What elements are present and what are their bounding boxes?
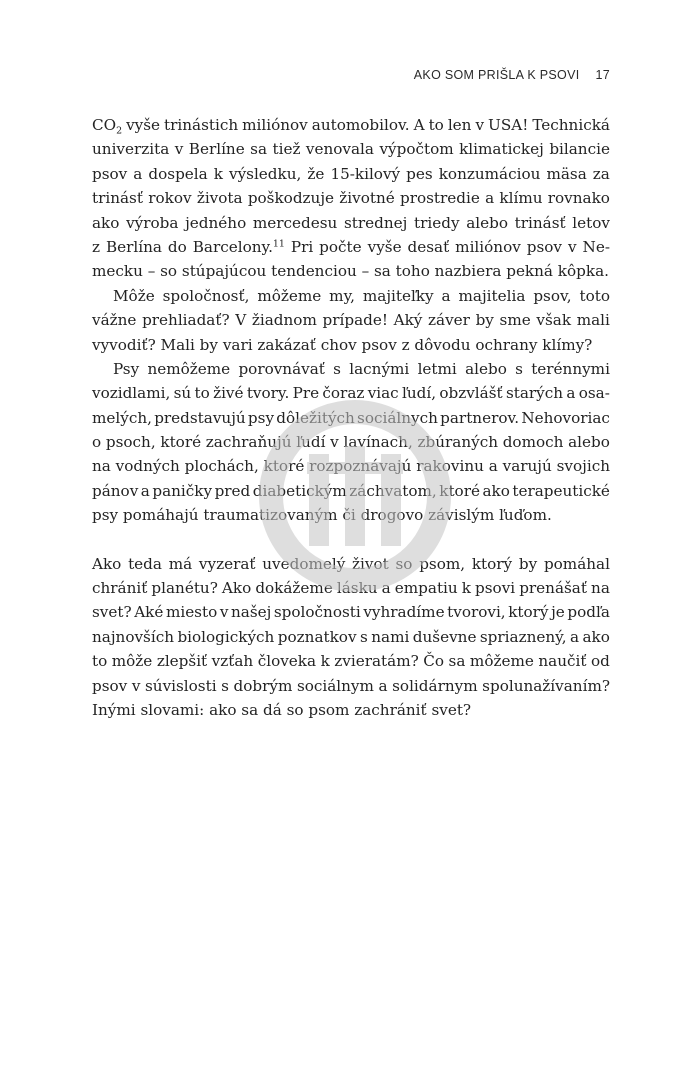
word: mercedesu	[252, 213, 338, 232]
word: v	[219, 603, 229, 622]
word: konzumáciou	[438, 164, 541, 183]
word: naučiť	[538, 652, 587, 671]
word: psov,	[533, 286, 572, 305]
word: svojich	[556, 457, 610, 476]
word	[106, 235, 162, 259]
word: súvislosti	[145, 676, 217, 695]
text-line	[92, 333, 610, 357]
word: starých	[505, 384, 564, 403]
word: chrániť	[92, 579, 148, 598]
word: nami	[371, 627, 410, 646]
word: v	[330, 433, 339, 452]
word: vozidlami,	[92, 384, 171, 403]
word: záchvatom,	[349, 481, 437, 500]
word: je	[551, 603, 565, 622]
word: pánov	[92, 481, 139, 500]
word: Aké	[134, 603, 164, 622]
paragraph	[92, 113, 610, 284]
word: majiteľky	[362, 286, 434, 305]
word: a	[488, 457, 498, 476]
word: spoločnosti	[273, 603, 361, 622]
word: melých,	[92, 408, 152, 427]
word: že	[307, 164, 325, 183]
word: vyhradíme	[363, 603, 445, 622]
word: Berlíne	[188, 140, 245, 159]
word: rokov	[148, 189, 192, 208]
word-text: len	[447, 116, 472, 134]
word: mäsa	[546, 164, 587, 183]
word-text: miliónov	[242, 116, 308, 134]
word-text: to	[428, 116, 444, 134]
word: a	[381, 579, 391, 598]
word: psov	[92, 164, 128, 183]
word-text: Barcelony.	[192, 237, 273, 256]
word: v	[131, 676, 141, 695]
word: triedy	[414, 213, 460, 232]
word-text: desať	[407, 237, 450, 256]
text-line	[92, 406, 610, 430]
running-head	[414, 68, 610, 82]
word: na	[591, 579, 610, 598]
word: životné	[339, 189, 395, 208]
word: nemôžeme	[147, 359, 231, 378]
word: to	[92, 652, 108, 671]
text-line	[92, 503, 610, 527]
word: psoch,	[105, 433, 156, 452]
word	[368, 235, 402, 259]
word: univerzita	[92, 140, 170, 159]
word: pes	[406, 164, 433, 183]
word: prenášať	[519, 579, 587, 598]
word	[242, 113, 308, 137]
word: my,	[329, 286, 355, 305]
word: našej	[230, 603, 272, 622]
paragraph-gap	[92, 528, 610, 552]
word: a	[378, 676, 388, 695]
word: terapeutické	[512, 481, 610, 500]
word: zlepšiť	[156, 652, 208, 671]
word-text: do	[167, 237, 187, 256]
word-text: automobilov.	[311, 116, 410, 134]
word	[92, 235, 100, 259]
word: Pre	[292, 384, 320, 403]
word: a	[140, 481, 150, 500]
word: výroba	[126, 213, 179, 232]
word: ako	[92, 213, 120, 232]
word: planétu?	[151, 579, 218, 598]
word: s	[515, 359, 523, 378]
word	[532, 113, 610, 137]
word: s	[333, 359, 341, 378]
word: s	[359, 627, 368, 646]
subscript: 2	[116, 125, 123, 137]
word: 15-kilový	[330, 164, 401, 183]
word: Ako	[92, 554, 122, 573]
word: človeka	[257, 652, 317, 671]
word: zachraňujú	[205, 433, 292, 452]
word: život	[352, 554, 389, 573]
word: by	[518, 554, 538, 573]
word: má	[168, 554, 193, 573]
word: na	[92, 457, 111, 476]
word: a	[485, 189, 495, 208]
word: domoch	[502, 433, 564, 452]
word	[193, 235, 285, 259]
paragraph	[92, 357, 610, 528]
word: prostredie	[400, 189, 480, 208]
word-text: psov	[526, 237, 563, 256]
word: ktorý	[508, 603, 549, 622]
word: solidárnym	[392, 676, 478, 695]
running-title: AKO SOM PRIŠLA K PSOVI	[413, 68, 580, 82]
word: Čo	[423, 652, 445, 671]
word: jedného	[185, 213, 247, 232]
word: dobrým	[233, 676, 293, 695]
word: a	[569, 627, 580, 646]
word: sociálnych	[357, 408, 438, 427]
text-line	[92, 649, 610, 673]
word: lacnými	[349, 359, 410, 378]
footnote-ref: 11	[272, 238, 285, 250]
word: sa	[250, 140, 268, 159]
word: ľudí,	[402, 384, 437, 403]
line-text: Inými slovami: ako sa dá so psom zachrániť svet?	[92, 700, 472, 719]
word: Aký	[393, 311, 423, 330]
text-line	[92, 454, 610, 478]
word	[92, 113, 122, 137]
word: sociálnym	[296, 676, 374, 695]
text-line	[92, 308, 610, 332]
word: ktoré	[160, 433, 202, 452]
word: tiež	[272, 140, 301, 159]
word-text: A	[413, 116, 425, 134]
text-line	[92, 625, 610, 649]
word-text: Pri	[290, 237, 314, 256]
word: alebo	[466, 213, 508, 232]
word: vážne	[92, 311, 137, 330]
word: žiadnom	[251, 311, 317, 330]
text-line	[92, 284, 610, 308]
word: ktoré	[439, 481, 480, 500]
text-line	[92, 381, 610, 405]
word: o	[92, 433, 102, 452]
word: bilancie	[549, 140, 610, 159]
word	[568, 235, 577, 259]
word: a	[566, 384, 576, 403]
word: k	[461, 579, 471, 598]
word: prehliadať?	[142, 311, 230, 330]
word: letov	[572, 213, 610, 232]
word: rakovinu	[416, 457, 484, 476]
word	[455, 235, 521, 259]
word: najnovších	[92, 627, 174, 646]
word: vodných	[115, 457, 180, 476]
word: so	[395, 554, 413, 573]
word: záver	[428, 311, 470, 330]
word: k	[320, 652, 330, 671]
word: spolunažívaním?	[482, 676, 610, 695]
word-text: Technická	[532, 116, 610, 134]
word: sú	[173, 384, 192, 403]
word	[475, 113, 484, 137]
word: partnerov.	[440, 408, 520, 427]
word-text: počte	[319, 237, 362, 256]
word: dokážeme	[255, 579, 333, 598]
word: spoločnosť,	[162, 286, 250, 305]
word: lavínach,	[343, 433, 413, 452]
word: vyzerať	[198, 554, 256, 573]
word: rovnako	[547, 189, 610, 208]
word: alebo	[568, 433, 610, 452]
word: ktoré	[263, 457, 305, 476]
word: teda	[128, 554, 162, 573]
word-text: vyše	[126, 116, 161, 134]
word: letmi	[417, 359, 457, 378]
word	[319, 235, 361, 259]
word: výpočtom	[379, 140, 454, 159]
word: dospela	[148, 164, 208, 183]
word: tvorovi,	[447, 603, 506, 622]
word: alebo	[465, 359, 507, 378]
word	[164, 113, 238, 137]
word: Nehovoriac	[521, 408, 610, 427]
line-text: mecku – so stúpajúcou tendenciou – sa toho nazbiera pekná kôpka.	[92, 262, 609, 281]
word	[429, 113, 444, 137]
word: toto	[579, 286, 610, 305]
text-line	[92, 162, 610, 186]
word	[527, 235, 562, 259]
word: varujú	[502, 457, 552, 476]
text-line	[92, 552, 610, 576]
word: ako	[582, 627, 610, 646]
word: viac	[367, 384, 399, 403]
word	[583, 235, 610, 259]
word: v	[174, 140, 184, 159]
word: pomáhal	[543, 554, 610, 573]
word	[312, 113, 410, 137]
word-text: trinástich	[164, 116, 239, 134]
text-line	[92, 576, 610, 600]
word: života	[196, 189, 243, 208]
word-text: v	[475, 116, 485, 134]
text-line	[92, 479, 610, 503]
word-text: USA!	[488, 116, 529, 134]
word: psov	[92, 676, 128, 695]
word: môžeme	[469, 652, 534, 671]
text-line	[92, 600, 610, 624]
word: klímu	[499, 189, 543, 208]
word: ako	[482, 481, 510, 500]
word	[168, 235, 187, 259]
word: za	[592, 164, 610, 183]
word: sa	[448, 652, 466, 671]
word: Môže	[113, 286, 155, 305]
word-text: z	[92, 237, 101, 256]
word: ktorý	[471, 554, 513, 573]
text-line	[92, 211, 610, 235]
line-text: psy pomáhajú traumatizovaným či drogovo závislým ľuďom.	[92, 506, 552, 525]
word: trinásť	[92, 189, 143, 208]
word: uvedomelý	[262, 554, 346, 573]
text-line	[92, 113, 610, 137]
word: psovi	[475, 579, 516, 598]
word	[414, 113, 425, 137]
word: obzvlášť	[439, 384, 503, 403]
word: poznatkov	[277, 627, 357, 646]
word: môže	[111, 652, 153, 671]
word-text: Ne-	[582, 237, 610, 256]
word: plochách,	[184, 457, 259, 476]
word: porovnávať	[238, 359, 325, 378]
word: dôležitých	[276, 408, 355, 427]
word: prípade!	[322, 311, 388, 330]
word-text: CO	[92, 116, 117, 134]
word-text: vyše	[367, 237, 402, 256]
word: diabetickým	[252, 481, 347, 500]
word: s	[221, 676, 229, 695]
word: duševne	[412, 627, 477, 646]
word: predstavujú	[154, 408, 246, 427]
word: miesto	[165, 603, 218, 622]
word: paničky	[152, 481, 213, 500]
word: k	[213, 164, 223, 183]
word: zbúraných	[417, 433, 498, 452]
word: rozpoznávajú	[309, 457, 412, 476]
word	[488, 113, 528, 137]
word-text: Berlína	[105, 237, 162, 256]
word: však	[536, 311, 572, 330]
word: podľa	[567, 603, 610, 622]
word: to	[194, 384, 210, 403]
word: poškodzuje	[247, 189, 335, 208]
word	[408, 235, 450, 259]
word: vzťah	[211, 652, 254, 671]
word: tvory.	[246, 384, 290, 403]
word: živé	[213, 384, 244, 403]
word: pred	[214, 481, 251, 500]
word: ľudí	[296, 433, 326, 452]
paragraph	[92, 552, 610, 723]
text-line	[92, 674, 610, 698]
word: Psy	[113, 359, 140, 378]
word-text: v	[567, 237, 577, 256]
word: V	[235, 311, 247, 330]
word: od	[590, 652, 610, 671]
word: terénnymi	[531, 359, 610, 378]
word: klimatickej	[459, 140, 544, 159]
word: osa-	[578, 384, 610, 403]
word: strednej	[344, 213, 408, 232]
word: mali	[576, 311, 610, 330]
line-text: vyvodiť? Mali by vari zakázať chov psov z dôvodu ochrany klímy?	[92, 335, 593, 354]
word	[291, 235, 313, 259]
word: psom,	[419, 554, 466, 573]
text-line	[92, 430, 610, 454]
word: a	[133, 164, 143, 183]
word: psy	[247, 408, 275, 427]
word: venovala	[305, 140, 374, 159]
word: zvieratám?	[334, 652, 419, 671]
text-line	[92, 357, 610, 381]
word: lásku	[336, 579, 378, 598]
word-text: miliónov	[455, 237, 521, 256]
word	[126, 113, 160, 137]
word: výsledku,	[229, 164, 302, 183]
text-line	[92, 137, 610, 161]
text-line	[92, 259, 610, 283]
word: spriaznený,	[479, 627, 567, 646]
word: by	[475, 311, 494, 330]
word: Ako	[221, 579, 252, 598]
word: biologických	[177, 627, 275, 646]
text-line	[92, 235, 610, 259]
word	[448, 113, 472, 137]
page-number: 17	[595, 68, 610, 82]
word: sme	[499, 311, 531, 330]
text-line	[92, 186, 610, 210]
word: trinásť	[514, 213, 566, 232]
word: empatiu	[394, 579, 458, 598]
word: a	[441, 286, 451, 305]
text-line	[92, 698, 610, 722]
body-text	[92, 113, 610, 722]
word: môžeme	[257, 286, 322, 305]
paragraph	[92, 284, 610, 357]
word: čoraz	[322, 384, 365, 403]
word: svet?	[92, 603, 132, 622]
word: majitelia	[458, 286, 526, 305]
